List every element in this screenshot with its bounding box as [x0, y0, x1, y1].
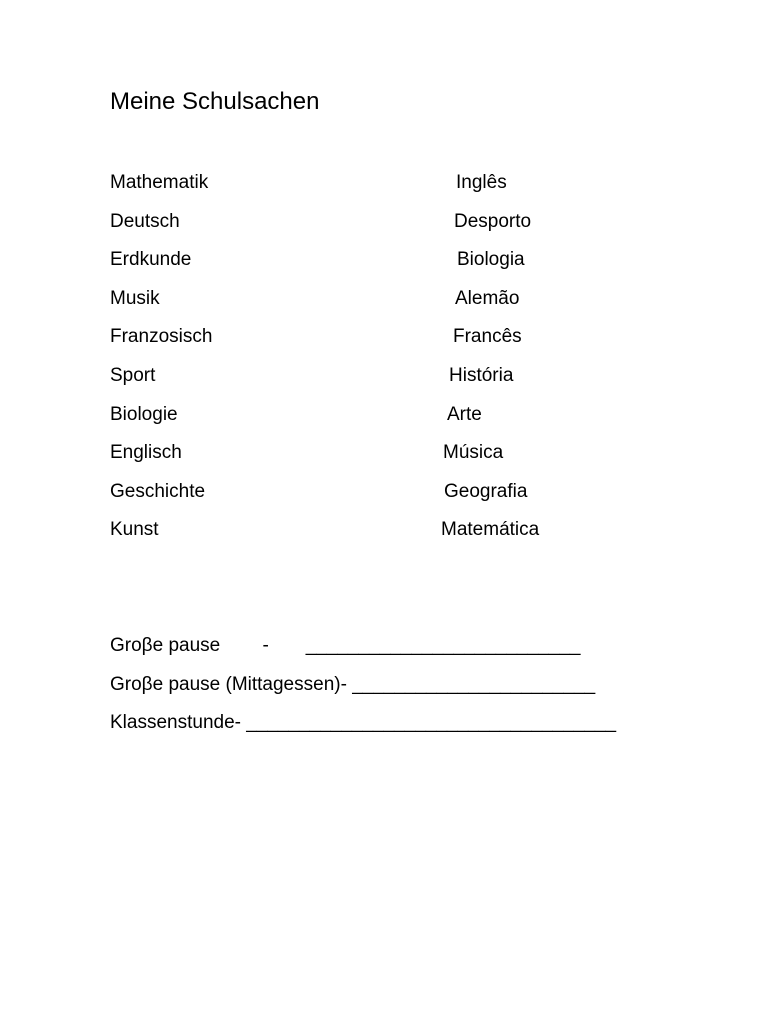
- portuguese-subject: Geografia: [444, 481, 528, 502]
- german-subject: Biologie: [110, 404, 178, 425]
- german-subject: Geschichte: [110, 481, 206, 502]
- portuguese-subject: Arte: [447, 404, 482, 425]
- portuguese-subject: História: [449, 365, 514, 386]
- german-subject: Musik: [110, 288, 160, 309]
- break-fill-in-line: Groβe pause - __________________________: [110, 635, 581, 656]
- portuguese-subject: Inglês: [456, 172, 507, 193]
- german-subject: Franzosisch: [110, 326, 213, 347]
- portuguese-subject: Alemão: [455, 288, 520, 309]
- german-subject: Kunst: [110, 519, 159, 540]
- portuguese-subject: Desporto: [454, 211, 532, 232]
- german-subject: Mathematik: [110, 172, 209, 193]
- lunch-break-fill-in-line: Groβe pause (Mittagessen)- _______________________: [110, 674, 596, 695]
- portuguese-subject: Francês: [453, 326, 522, 347]
- portuguese-subject: Biologia: [457, 249, 525, 270]
- german-subject: Sport: [110, 365, 156, 386]
- portuguese-subject: Matemática: [441, 519, 540, 540]
- portuguese-subject: Música: [443, 442, 504, 463]
- page-title: Meine Schulsachen: [110, 88, 320, 115]
- class-period-fill-in-line: Klassenstunde- ___________________________________: [110, 712, 617, 733]
- german-subject: Deutsch: [110, 211, 180, 232]
- german-subject: Erdkunde: [110, 249, 192, 270]
- german-subject: Englisch: [110, 442, 182, 463]
